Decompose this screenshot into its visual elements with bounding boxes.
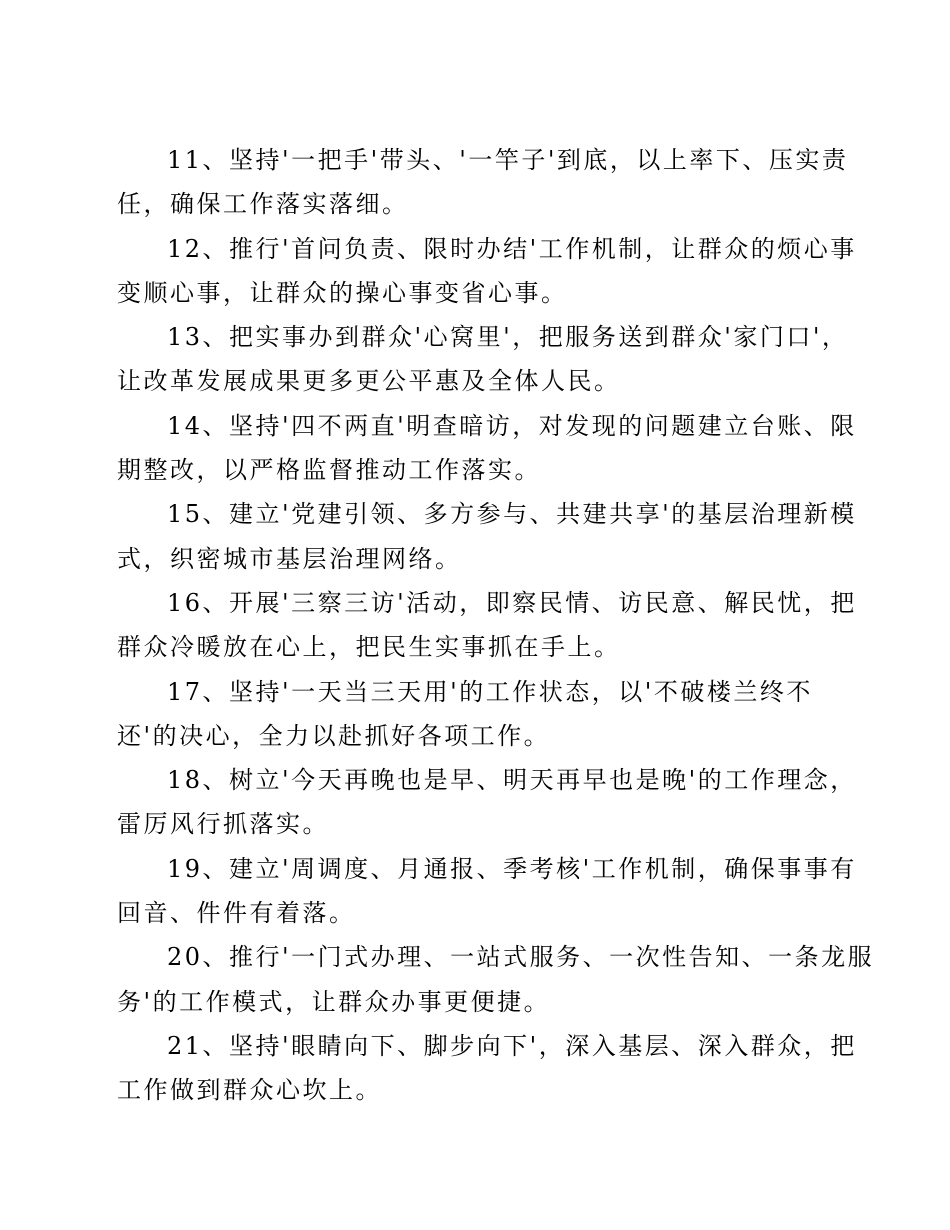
paragraph-11-line-1: 11、坚持'一把手'带头、'一竿子'到底，以上率下、压实责 <box>167 146 849 174</box>
paragraph-11 <box>117 138 849 227</box>
paragraph-18-line-1: 18、树立'今天再晚也是早、明天再早也是晚'的工作理念， <box>167 766 857 795</box>
paragraph-20-line-2: 务'的工作模式，让群众办事更便捷。 <box>117 987 551 1016</box>
paragraph-15-line-1: 15、建立'党建引领、多方参与、共建共享'的基层治理新模 <box>167 500 857 529</box>
paragraph-17-line-2: 还'的决心，全力以赴抓好各项工作。 <box>117 721 551 750</box>
paragraph-19-line-2: 回音、件件有着落。 <box>117 899 356 928</box>
paragraph-15 <box>117 492 857 581</box>
paragraph-12 <box>117 227 857 316</box>
paragraph-13 <box>117 315 849 404</box>
paragraph-16 <box>117 581 857 670</box>
paragraph-17-line-1: 17、坚持'一天当三天用'的工作状态，以'不破楼兰终不 <box>167 677 813 706</box>
paragraph-12-line-2: 变顺心事，让群众的操心事变省心事。 <box>117 278 568 307</box>
paragraph-15-line-2: 式，织密城市基层治理网络。 <box>117 544 462 573</box>
paragraph-14-line-2: 期整改，以严格监督推动工作落实。 <box>117 456 541 485</box>
paragraph-21-line-1: 21、坚持'眼睛向下、脚步向下'，深入基层、深入群众，把 <box>167 1031 857 1060</box>
paragraph-19 <box>117 847 857 936</box>
paragraph-12-line-1: 12、推行'首问负责、限时办结'工作机制，让群众的烦心事 <box>167 234 857 263</box>
paragraph-14 <box>117 404 857 493</box>
paragraph-21 <box>117 1024 857 1113</box>
paragraph-16-line-1: 16、开展'三察三访'活动，即察民情、访民意、解民忧，把 <box>167 588 857 617</box>
paragraph-16-line-2: 群众冷暖放在心上，把民生实事抓在手上。 <box>117 633 621 662</box>
paragraph-13-line-1: 13、把实事办到群众'心窝里'，把服务送到群众'家门口'， <box>167 323 849 352</box>
paragraph-13-line-2: 让改革发展成果更多更公平惠及全体人民。 <box>117 367 621 396</box>
paragraph-20 <box>117 935 875 1024</box>
paragraph-19-line-1: 19、建立'周调度、月通报、季考核'工作机制，确保事事有 <box>167 854 857 883</box>
paragraph-11-line-2: 任，确保工作落实落细。 <box>117 190 409 219</box>
paragraph-18-line-2: 雷厉风行抓落实。 <box>117 810 329 839</box>
paragraph-18 <box>117 758 857 847</box>
paragraph-17 <box>117 670 829 759</box>
document-body <box>117 138 875 1113</box>
paragraph-14-line-1: 14、坚持'四不两直'明查暗访，对发现的问题建立台账、限 <box>167 411 857 440</box>
paragraph-20-line-1: 20、推行'一门式办理、一站式服务、一次性告知、一条龙服 <box>167 943 875 972</box>
paragraph-21-line-2: 工作做到群众心坎上。 <box>117 1076 382 1105</box>
